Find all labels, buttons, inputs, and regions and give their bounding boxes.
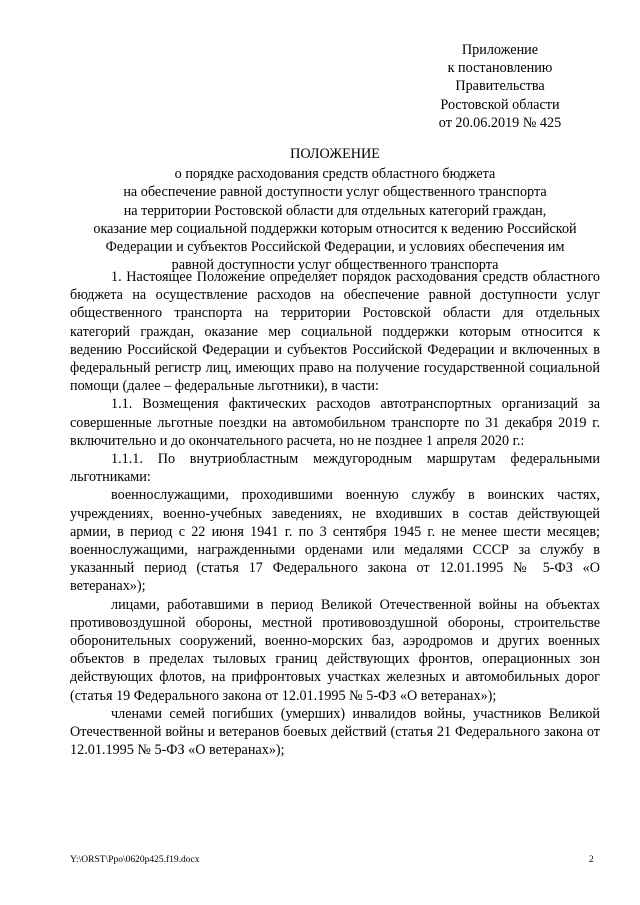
body-paragraph: 1.1. Возмещения фактических расходов автотранспортных организаций за совершенные льготные поездки на автомобильном транспорте по 31 декабря 2019 г. включительно и до окончательного расчета, но не позднее 1 апреля 2020 г.: [70,396,600,449]
body-paragraph: членами семей погибших (умерших) инвалидов войны, участников Великой Отечественной войны и ветеранов боевых действий (статья 21 Федерального закона от 12.01.1995 № 5-ФЗ «О ветеранах»); [70,705,600,759]
appendix-line: от 20.06.2019 № 425 [438,114,562,131]
footer-file-path: Y:\ORST\Ppo\0620p425.f19.docx [70,855,200,865]
title-line: оказание мер социальной поддержки которым относится к ведению Российской [93,220,577,237]
appendix-line: Ростовской области [440,96,560,113]
title-heading: ПОЛОЖЕНИЕ [290,146,380,162]
title-line: о порядке расходования средств областного бюджета [174,166,496,183]
body-paragraph: 1.1.1. По внутриобластным междугородным маршрутам федеральными льготниками: [70,451,600,486]
body-paragraph: лицами, работавшими в период Великой Отечественной войны на объектах противовоздушной обороны, местной противовоздушной обороны, строительстве оборонительных сооружений, военно-морских баз, аэродромов и других военных объектов в пределах тыловых границ действующих фронтов, операционных зон действующих флотов, на прифронтовых участках железных и автомобильных дорог (статья 19 Федерального закона от 12.01.1995 № 5-ФЗ «О ветеранах»); [70,596,600,704]
body-paragraph: военнослужащими, проходившими военную службу в воинских частях, учреждениях, военно-учебных заведениях, не входивших в состав действующей армии, в период с 22 июня 1941 г. по 3 сентября 1945 г. не менее шести месяцев; военнослужащими, награжденными орденами или медалями СССР за службу в указанный период (статья 17 Федерального закона от 12.01.1995 № 5-ФЗ «О ветеранах»); [70,487,600,595]
title-line: на обеспечение равной доступности услуг общественного транспорта [123,184,547,201]
title-line: равной доступности услуг общественного транспорта [171,257,499,274]
body-paragraph: 1. Настоящее Положение определяет порядок расходования средств областного бюджета на осуществление расходов на обеспечение равной доступности услуг общественного транспорта на территории Ростовской области для отдельных категорий граждан, оказание мер социальной поддержки которым относится к ведению Российской Федерации и субъектов Российской Федерации и включенных в федеральный регистр лиц, имеющих право на получение государственной социальной помощи (далее – федеральные льготники), в части: [70,269,600,395]
appendix-header [415,41,585,132]
document-body [70,268,600,759]
title-line: на территории Ростовской области для отдельных категорий граждан, [123,202,547,219]
document-title [70,145,600,274]
appendix-line: Правительства [455,78,545,95]
title-line: Федерации и субъектов Российской Федерации, и условиях обеспечения им [105,239,565,256]
appendix-line: Приложение [461,42,539,58]
appendix-line: к постановлению [447,60,553,77]
footer-page-number: 2 [589,855,594,865]
